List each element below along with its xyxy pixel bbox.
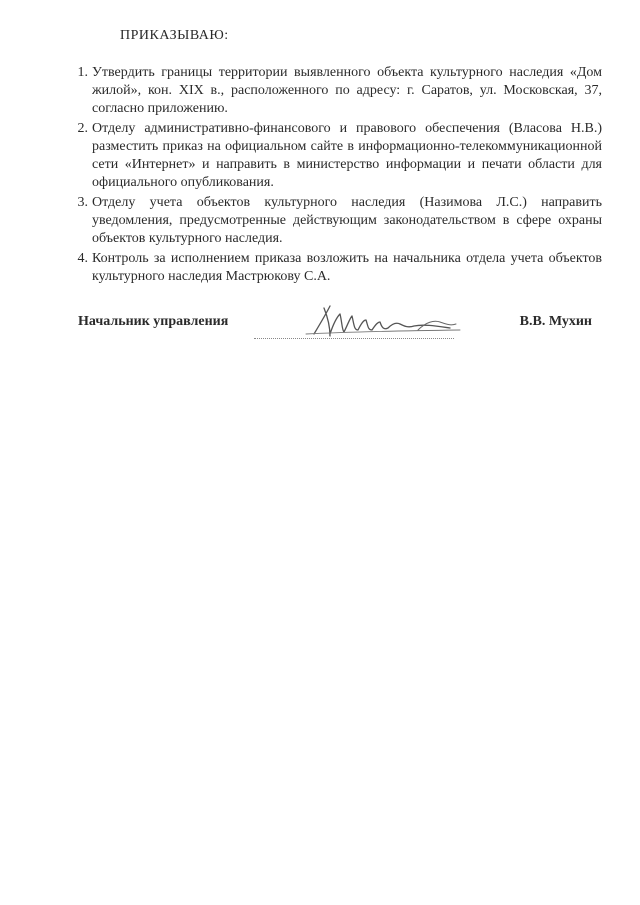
order-heading: ПРИКАЗЫВАЮ: [120,28,229,43]
list-item [68,194,602,248]
signature-block [68,304,602,344]
item-text: Утвердить границы территории выявленного объекта культурного наследия «Дом жилой», кон. XIX в., расположенного по адресу: г. Саратов, ул. Московская, 37, согласно приложению. [92,65,602,116]
item-number: 3. [77,195,88,210]
list-item [68,64,602,118]
signature-line [254,338,454,339]
order-items-list [68,64,602,288]
item-text: Контроль за исполнением приказа возложить на начальника отдела учета объектов культурного наследия Мастрюкову С.А. [92,251,602,284]
item-number: 1. [77,65,88,80]
list-item [68,120,602,192]
item-text: Отделу учета объектов культурного наследия (Назимова Л.С.) направить уведомления, предусмотренные действующим законодательством в сфере охраны объектов культурного наследия. [92,195,602,246]
list-item [68,250,602,286]
item-number: 4. [77,251,88,266]
item-text: Отделу административно-финансового и правового обеспечения (Власова Н.В.) разместить приказ на официальном сайте в информационно-телекоммуникационной сети «Интернет» и направить в министерство информации и печати области для официального опубликования. [92,121,602,190]
signatory-position: Начальник управления [78,314,229,329]
item-number: 2. [77,121,88,136]
signatory-name: В.В. Мухин [519,314,592,329]
handwritten-signature-icon [300,304,470,338]
